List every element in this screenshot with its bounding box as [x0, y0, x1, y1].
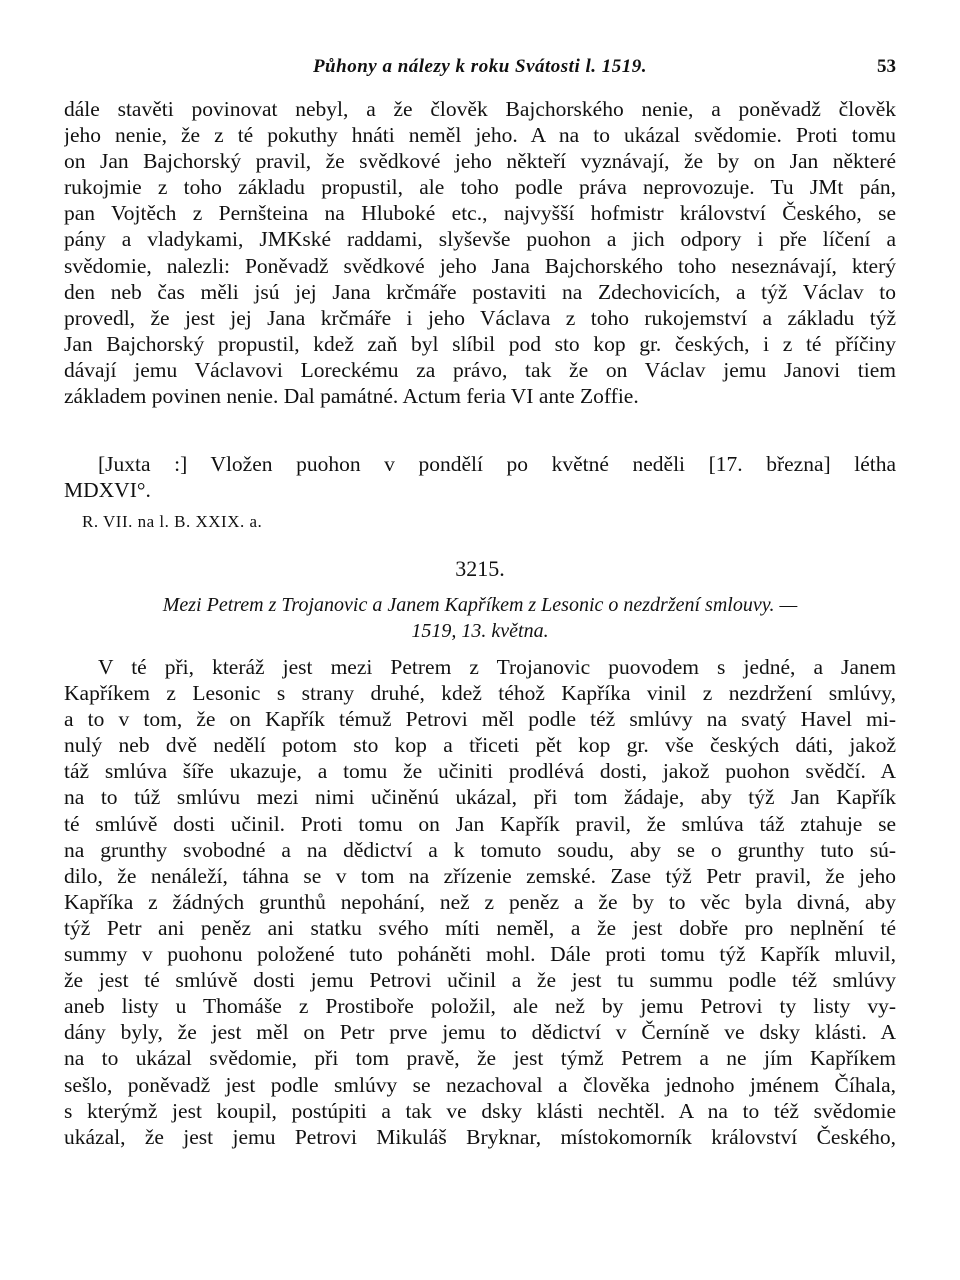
- document-number: 3215.: [455, 556, 505, 581]
- text-line: ukázal, že jest jemu Petrovi Mikuláš Bryknar, místokomorník království Českého,: [64, 1124, 896, 1149]
- text-line: na to túž smlúvu mezi nimi učiněnú ukázal, při tom žádaje, aby týž Jan Kapřík: [64, 785, 896, 810]
- heading-line: Mezi Petrem z Trojanovic a Janem Kapříkem z Lesonic o nezdržení smlouvy. —: [162, 594, 798, 616]
- paragraph-2: [64, 451, 896, 503]
- text-line: [Juxta :] Vložen puohon v pondělí po květné neděli [17. března] létha: [98, 452, 896, 476]
- text-line: svědomie, nalezli: Poněvadž svědkové jeho Jana Bajchorského toho neseznávají, který: [64, 253, 896, 278]
- text-line: té smlúvě dosti učinil. Proti tomu on Jan Kapřík pravil, že smlúva táž ztahuje se: [64, 811, 896, 836]
- text-line: dány byly, že jest měl on Petr prve jemu to dědictví v Černíně ve dsky klásti. A: [64, 1020, 896, 1045]
- text-line: Jan Bajchorský propustil, kdež zaň byl slíbil pod sto kop gr. českých, i z té příčiny: [64, 331, 896, 356]
- document-heading: [64, 592, 896, 644]
- text-line: na grunthy svobodné a na dědictví a k tomuto soudu, aby se o grunthy tuto sú-: [64, 837, 896, 862]
- text-line: provedl, že jest jej Jana krčmáře i jeho Václava z toho rukojemství a základu týž: [64, 305, 896, 330]
- text-line: MDXVI°.: [64, 478, 151, 503]
- text-line: že jest té smlúvě dosti jemu Petrovi učinil a že jest tu summu podle též smlúvy: [64, 968, 896, 993]
- text-line: na to ukázal svědomie, při tom pravě, že jest týmž Petrem a ne jím Kapříkem: [64, 1046, 896, 1071]
- paragraph-1: [64, 96, 896, 409]
- text-line: on Jan Bajchorský pravil, že svědkové jeho někteří vyznávají, že by on Jan některé: [64, 149, 896, 174]
- text-line: Kapříka z žádných grunthů nepohání, než z peněz a že by to věc byla divná, aby: [64, 889, 896, 914]
- text-line: jeho nenie, že z té pokuthy hnáti neměl jeho. A na to ukázal svědomie. Proti tomu: [64, 123, 896, 148]
- text-line: nulý neb dvě nedělí potom sto kop a třiceti pět kop gr. vše českých dáti, jakož: [64, 733, 896, 758]
- text-line: a to v tom, že on Kapřík témuž Petrovi měl podle též smlúvy na svatý Havel mi-: [64, 707, 896, 732]
- text-line: Kapříkem z Lesonic s strany druhé, kdež téhož Kapříka vinil z nezdržení smlúvy,: [64, 681, 896, 706]
- text-line: pány a vladykami, JMKské raddami, slyševše puohon a jich odpory i pře líčení a: [64, 227, 896, 252]
- heading-date: 1519, 13. května.: [411, 620, 549, 642]
- text-line: den neb čas měli jsú jej Jana krčmáře postaviti na Zdechovicích, a týž Václav to: [64, 279, 896, 304]
- text-line: dávají jemu Václavovi Loreckému za právo, tak že on Václav jemu Janovi tiem: [64, 357, 896, 382]
- paragraph-3: [64, 654, 896, 1150]
- text-line: rukojmie z toho základu propustil, ale toho podle práva neprovozuje. Tu JMt pán,: [64, 175, 896, 200]
- text-line: týž Petr ani peněz ani statku svého míti neměl, a že jest dobře pro neplnění té: [64, 915, 896, 940]
- text-line: základem povinen nenie. Dal památné. Actum feria VI ante Zoffie.: [64, 384, 639, 409]
- running-title: Půhony a nálezy k roku Svátosti l. 1519.: [312, 56, 648, 77]
- text-line: dilo, že nenáleží, táhna se v tom na zřízenie zemské. Zase týž Petr pravil, že jeho: [64, 863, 896, 888]
- text-line: s kterýmž jest koupil, postúpiti a tak ve dsky klásti nechtěl. A na to též svědomie: [64, 1098, 896, 1123]
- text-line: aneb listy u Thomáše z Prostiboře položil, ale než by jemu Petrovi ty listy vy-: [64, 994, 896, 1019]
- text-line: V té při, kteráž jest mezi Petrem z Trojanovic puovodem s jedné, a Janem: [98, 655, 896, 679]
- text-line: táž smlúva šíře ukazuje, a tomu že učiniti prodlévá dosti, jakož puohon svědčí. A: [64, 759, 896, 784]
- text-line: summy v puohonu položené tuto poháněti mohl. Dále proti tomu týž Kapřík mluvil,: [64, 942, 896, 967]
- page-number: 53: [877, 56, 896, 77]
- text-line: sešlo, poněvadž jest podle smlúvy se nezachoval a člověka jednoho jménem Číhala,: [64, 1072, 896, 1097]
- running-head: [64, 56, 896, 84]
- archival-reference: R. VII. na l. B. XXIX. a.: [82, 512, 263, 531]
- text-line: dále stavěti povinovat nebyl, a že člověk Bajchorského nenie, a poněvadž člověk: [64, 97, 896, 121]
- text-line: pan Vojtěch z Pernšteina na Hluboké etc., najvyšší hofmistr království Českého, se: [64, 201, 896, 226]
